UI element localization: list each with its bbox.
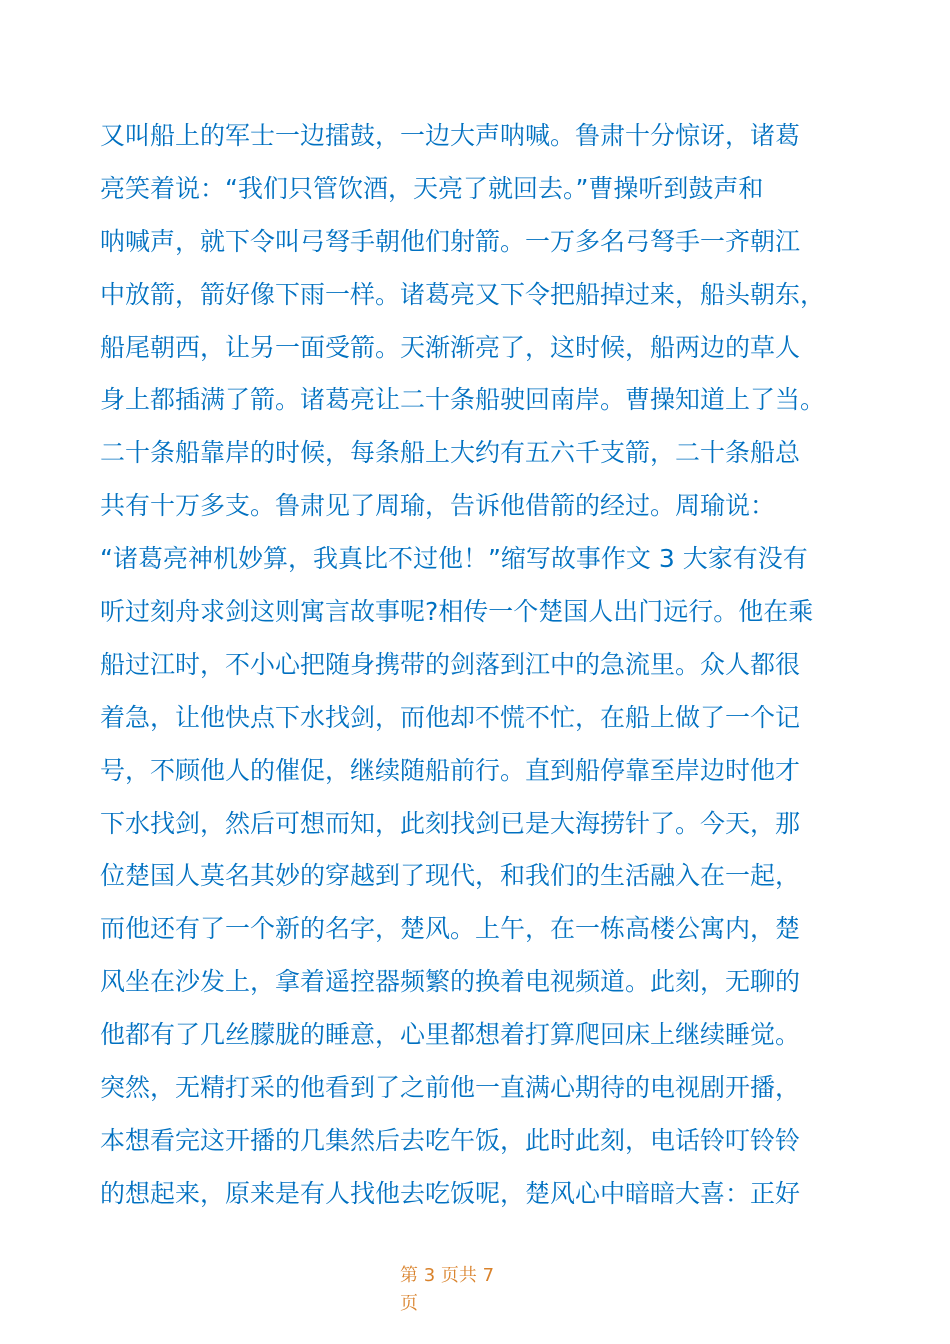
text-line: “诸葛亮神机妙算，我真比不过他！”缩写故事作文 3 大家有没有 (100, 544, 808, 574)
page-number-text-continued: 页 (400, 1293, 418, 1314)
text-line: 呐喊声，就下令叫弓弩手朝他们射箭。一万多名弓弩手一齐朝江 (100, 226, 801, 256)
text-line: 本想看完这开播的几集然后去吃午饭，此时此刻，电话铃叮铃铃 (100, 1125, 801, 1155)
text-line: 身上都插满了箭。诸葛亮让二十条船驶回南岸。曹操知道上了当。 (100, 385, 826, 415)
page-number-footer (400, 1262, 550, 1318)
text-line: 听过刻舟求剑这则寓言故事呢?相传一个楚国人出门远行。他在乘 (100, 597, 814, 627)
text-line: 船过江时，不小心把随身携带的剑落到江中的急流里。众人都很 (100, 649, 801, 679)
text-line: 船尾朝西，让另一面受箭。天渐渐亮了，这时候，船两边的草人 (100, 332, 801, 362)
text-line: 亮笑着说：“我们只管饮酒，天亮了就回去。”曹操听到鼓声和 (100, 173, 764, 203)
text-line: 突然，无精打采的他看到了之前他一直满心期待的电视剧开播， (100, 1073, 801, 1103)
text-line: 二十条船靠岸的时候，每条船上大约有五六千支箭，二十条船总 (100, 438, 801, 468)
text-line: 共有十万多支。鲁肃见了周瑜，告诉他借箭的经过。周瑜说： (100, 491, 776, 521)
text-line: 而他还有了一个新的名字，楚风。上午，在一栋高楼公寓内，楚 (100, 914, 801, 944)
text-line: 他都有了几丝朦胧的睡意，心里都想着打算爬回床上继续睡觉。 (100, 1020, 801, 1050)
page-number-text: 第 3 页共 7 (400, 1265, 495, 1286)
text-line: 位楚国人莫名其妙的穿越到了现代，和我们的生活融入在一起， (100, 861, 801, 891)
text-line: 的想起来，原来是有人找他去吃饭呢，楚风心中暗暗大喜：正好 (100, 1178, 801, 1208)
text-line: 下水找剑，然后可想而知，此刻找剑已是大海捞针了。今天，那 (100, 808, 801, 838)
text-line: 着急，让他快点下水找剑，而他却不慌不忙，在船上做了一个记 (100, 702, 801, 732)
text-line: 又叫船上的军士一边擂鼓，一边大声呐喊。鲁肃十分惊讶，诸葛 (100, 121, 801, 150)
text-line: 风坐在沙发上，拿着遥控器频繁的换着电视频道。此刻，无聊的 (100, 967, 801, 997)
text-line: 中放箭，箭好像下雨一样。诸葛亮又下令把船掉过来，船头朝东， (100, 279, 826, 309)
text-line: 号，不顾他人的催促，继续随船前行。直到船停靠至岸边时他才 (100, 755, 801, 785)
document-body (100, 110, 860, 1221)
